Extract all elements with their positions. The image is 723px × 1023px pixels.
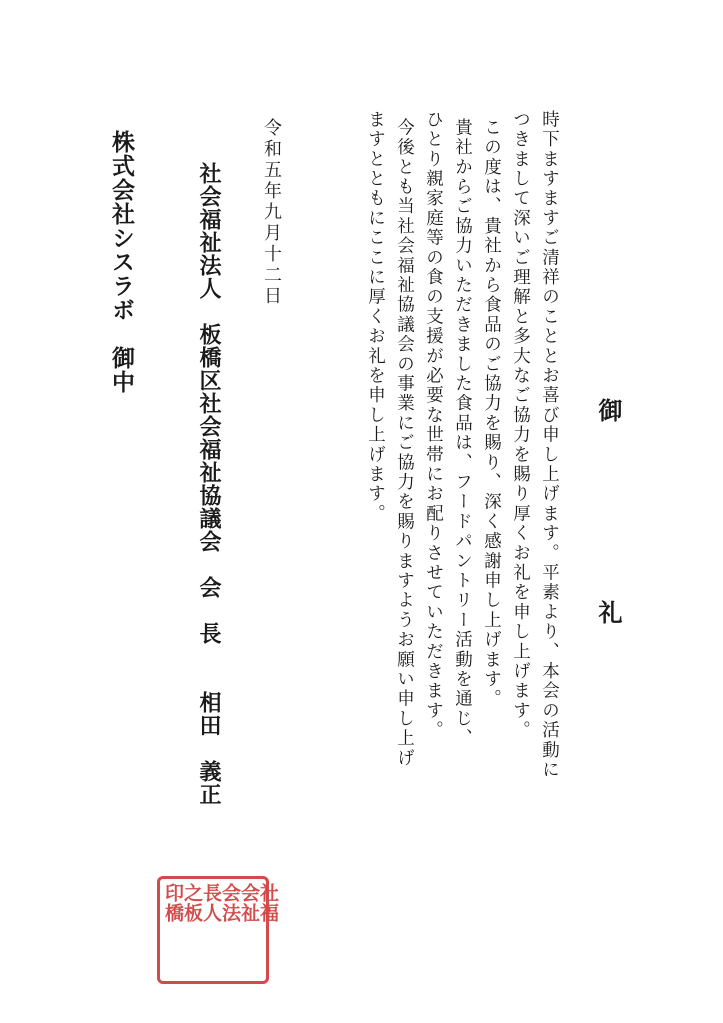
body-line-5: ひとり親家庭等の食の支援が必要な世帯にお配りさせていただきます。 [423,110,444,741]
body-line-7: ますとともにここに厚くお礼を申し上げます。 [365,110,386,524]
sender-line: 社会福祉法人 板橋区社会福祉協議会 会 長 相田 義正 [196,162,222,806]
seal-column: 之板 [181,883,203,923]
seal-column: 会祉 [238,883,260,923]
body-line-4: 貴社からご協力いただきました食品は、フードパントリー活動を通じ、 [452,118,473,749]
seal-column: 印橋 [162,883,184,923]
seal-column: 会法 [219,883,241,923]
seal-column: 長人 [200,883,222,923]
body-line-1: 時下ますますご清祥のこととお喜び申し上げます。平素より、本会の活動に [539,110,560,780]
seal-column: 社福 [257,883,279,923]
body-line-6: 今後とも当社会福祉協議会の事業にご協力を賜りますようお願い申し上げ [394,118,415,769]
body-line-2: つきまして深いご理解と多大なご協力を賜り厚くお礼を申し上げます。 [510,110,531,741]
letter-date: 令和五年九月十二日 [261,118,282,307]
title-char-1: 御 [594,398,623,422]
recipient-name: 株式会社シスラボ 御中 [108,130,135,394]
official-seal [157,876,279,984]
title-char-2: 礼 [594,600,623,624]
body-line-3: この度は、貴社から食品のご協力を賜り、深く感謝申し上げます。 [481,118,502,709]
